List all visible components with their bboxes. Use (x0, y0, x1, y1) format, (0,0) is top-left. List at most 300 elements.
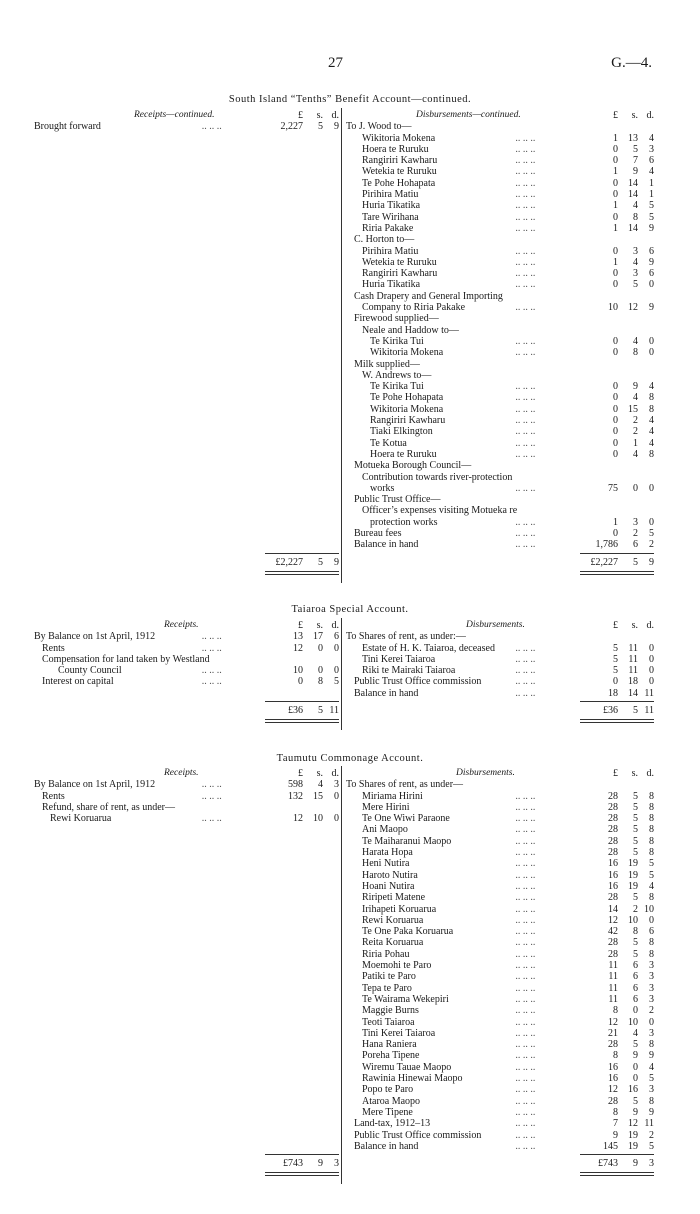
leader-dots: .. .. .. (515, 937, 536, 949)
total-row (582, 557, 654, 568)
amount-pence: 8 (649, 937, 654, 949)
total-shillings: 5 (318, 557, 323, 568)
amount-shillings: 11 (628, 653, 638, 665)
amount-pounds: 28 (608, 937, 618, 949)
ledger-row (346, 325, 654, 336)
amount-pounds: 0 (298, 676, 303, 688)
amount-pence: 5 (649, 1140, 654, 1152)
ledger-row (346, 268, 654, 279)
column-header (346, 768, 654, 779)
ledger-row (346, 449, 654, 460)
amount-pence: 5 (334, 676, 339, 688)
amount-pence: 8 (649, 1039, 654, 1051)
ledger-row (346, 1028, 654, 1039)
ledger-row (346, 234, 654, 245)
column-header (34, 110, 339, 121)
leader-dots: .. .. .. (515, 516, 536, 528)
amount-pounds: 28 (608, 824, 618, 836)
amount-pounds: 0 (613, 143, 618, 155)
amount-shillings: 12 (628, 1118, 638, 1130)
amount-pounds: £ (613, 768, 618, 779)
amount-pounds: 0 (613, 437, 618, 449)
amount-shillings: 4 (633, 448, 638, 460)
entry-label: protection works (370, 516, 438, 528)
amount-pence: 3 (649, 971, 654, 983)
amount-pence: 3 (334, 779, 339, 791)
entry-label: Mere Hirini (362, 801, 410, 813)
amount-shillings: 14 (628, 687, 638, 699)
ledger-row (346, 1118, 654, 1129)
leader-dots: .. .. .. (515, 143, 536, 155)
amount-pounds: 12 (293, 813, 303, 825)
ledger-row (346, 460, 654, 471)
entry-label: Moemohi te Paro (362, 960, 432, 972)
ledger-row (346, 133, 654, 144)
amount-shillings: 10 (313, 813, 323, 825)
leader-dots: .. .. .. (515, 1050, 536, 1062)
ledger-row (346, 960, 654, 971)
amount-shillings: 9 (633, 166, 638, 178)
total-pounds: £36 (603, 705, 618, 716)
ledger-row (346, 881, 654, 892)
entry-label: To Shares of rent, as under:— (346, 631, 466, 643)
column-heading: Disbursements. (466, 620, 525, 630)
leader-dots: .. .. .. (201, 642, 222, 654)
total-shillings: 5 (633, 557, 638, 568)
amount-pence: 4 (649, 426, 654, 438)
amount-pounds: 0 (613, 392, 618, 404)
ledger-row (346, 178, 654, 189)
total-pence: 11 (329, 705, 339, 716)
total-rule (265, 1154, 339, 1155)
amount-pounds: 28 (608, 813, 618, 825)
entry-label: Hoera te Ruruku (362, 143, 429, 155)
total-shillings: 9 (318, 1158, 323, 1169)
entry-label: Rawinia Hinewai Maopo (362, 1073, 463, 1085)
amount-shillings: 2 (633, 415, 638, 427)
amount-pence: 3 (649, 1084, 654, 1096)
amount-pounds: 28 (608, 948, 618, 960)
amount-shillings: 5 (633, 824, 638, 836)
amount-pence: 0 (334, 665, 339, 677)
ledger-row (34, 665, 339, 676)
ledger-row (346, 1073, 654, 1084)
amount-shillings: 5 (633, 937, 638, 949)
total-row (267, 705, 339, 716)
ledger-row (346, 212, 654, 223)
amount-pounds: 0 (613, 268, 618, 280)
leader-dots: .. .. .. (515, 155, 536, 167)
amount-pence: 10 (644, 903, 654, 915)
ledger-row (346, 359, 654, 370)
amount-shillings: 5 (633, 279, 638, 291)
total-pence: 3 (334, 1158, 339, 1169)
leader-dots: .. .. .. (515, 1061, 536, 1073)
ledger-row (346, 791, 654, 802)
leader-dots: .. .. .. (515, 279, 536, 291)
column-header (34, 620, 339, 631)
amount-shillings: 9 (633, 381, 638, 393)
amount-pounds: 1 (613, 200, 618, 212)
entry-label: Neale and Haddow to— (362, 324, 459, 336)
amount-shillings: 11 (628, 665, 638, 677)
ledger-row (346, 1141, 654, 1152)
disbursements-column-tenths (346, 110, 654, 568)
total-pounds: £2,227 (590, 557, 618, 568)
amount-pence: 11 (644, 1118, 654, 1130)
leader-dots: .. .. .. (515, 177, 536, 189)
amount-shillings: s. (316, 620, 323, 631)
amount-shillings: 0 (318, 665, 323, 677)
amount-shillings: 5 (633, 948, 638, 960)
leader-dots: .. .. .. (515, 1140, 536, 1152)
ledger-row (346, 836, 654, 847)
leader-dots: .. .. .. (515, 1027, 536, 1039)
amount-pounds: £ (298, 110, 303, 121)
amount-pence: 1 (649, 189, 654, 201)
amount-pounds: 0 (613, 279, 618, 291)
ledger-row (346, 494, 654, 505)
entry-label: Te One Paka Koruarua (362, 926, 454, 938)
ledger-row (346, 870, 654, 881)
amount-pounds: 0 (613, 527, 618, 539)
amount-pence: 0 (649, 516, 654, 528)
entry-label: Huria Tikatika (362, 200, 421, 212)
ledger-row (34, 654, 339, 665)
amount-pounds: 11 (608, 982, 618, 994)
amount-shillings: 3 (633, 268, 638, 280)
entry-label: works (370, 482, 395, 494)
column-header (34, 768, 339, 779)
leader-dots: .. .. .. (515, 801, 536, 813)
entry-label: Teoti Taiaroa (362, 1016, 415, 1028)
amount-pence: 9 (649, 256, 654, 268)
total-double-rule (265, 1172, 339, 1176)
amount-shillings: 19 (628, 1129, 638, 1141)
entry-label: Rents (42, 790, 65, 802)
amount-shillings: 5 (633, 892, 638, 904)
amount-pounds: 8 (613, 1005, 618, 1017)
amount-shillings: 10 (628, 914, 638, 926)
amount-shillings: 6 (633, 960, 638, 972)
total-pence: 11 (644, 705, 654, 716)
ledger-row (346, 915, 654, 926)
amount-shillings: 0 (633, 1073, 638, 1085)
amount-shillings: s. (316, 110, 323, 121)
amount-pence: 4 (649, 166, 654, 178)
entry-label: Milk supplied— (354, 358, 420, 370)
ledger-row (346, 892, 654, 903)
entry-label: Te Kirika Tui (370, 381, 424, 393)
amount-pence: d. (646, 768, 654, 779)
page-number: 27 (328, 55, 343, 71)
ledger-row (346, 257, 654, 268)
amount-pounds: 0 (613, 347, 618, 359)
entry-label: Pirihira Matiu (362, 189, 419, 201)
amount-shillings: 8 (633, 211, 638, 223)
amount-pounds: 21 (608, 1027, 618, 1039)
entry-label: By Balance on 1st April, 1912 (34, 631, 156, 643)
amount-pence: 0 (649, 653, 654, 665)
total-shillings: 5 (318, 705, 323, 716)
ledger-row (346, 1130, 654, 1141)
total-double-rule (580, 571, 654, 575)
amount-pounds: 0 (613, 155, 618, 167)
amount-pounds: 28 (608, 1039, 618, 1051)
amount-pence: 8 (649, 1095, 654, 1107)
entry-label: Rangiriri Kawharu (362, 155, 438, 167)
leader-dots: .. .. .. (515, 256, 536, 268)
amount-pounds: 1,786 (595, 539, 618, 551)
amount-pence: 5 (649, 1073, 654, 1085)
amount-pounds: 0 (613, 426, 618, 438)
entry-label: Te One Wiwi Paraone (362, 813, 450, 825)
amount-shillings: 0 (633, 1061, 638, 1073)
entry-label: Hoani Nutira (362, 880, 415, 892)
entry-label: Reita Koruarua (362, 937, 424, 949)
receipts-column-tenths (34, 110, 339, 568)
amount-pence: 3 (649, 960, 654, 972)
receipts-column-taiaroa (34, 620, 339, 716)
amount-shillings: 14 (628, 222, 638, 234)
amount-shillings: 5 (633, 813, 638, 825)
amount-pence: 6 (334, 631, 339, 643)
amount-pounds: 0 (613, 335, 618, 347)
leader-dots: .. .. .. (515, 914, 536, 926)
leader-dots: .. .. .. (515, 1073, 536, 1085)
amount-pence: 4 (649, 381, 654, 393)
amount-pence: 5 (649, 211, 654, 223)
ledger-row (346, 336, 654, 347)
ledger-row (346, 392, 654, 403)
amount-pence: 4 (649, 1061, 654, 1073)
amount-pence: 8 (649, 824, 654, 836)
amount-pence: 8 (649, 847, 654, 859)
column-divider (341, 108, 342, 583)
leader-dots: .. .. .. (201, 676, 222, 688)
amount-pounds: 1 (613, 222, 618, 234)
ledger-row (346, 223, 654, 234)
leader-dots: .. .. .. (515, 527, 536, 539)
ledger-row (346, 121, 654, 132)
amount-pence: 3 (649, 143, 654, 155)
ledger-row (346, 370, 654, 381)
ledger-row (346, 824, 654, 835)
total-row (267, 557, 339, 568)
ledger-row (346, 166, 654, 177)
amount-pounds: 28 (608, 835, 618, 847)
leader-dots: .. .. .. (515, 1016, 536, 1028)
amount-pence: 4 (649, 880, 654, 892)
ledger-row (346, 517, 654, 528)
amount-shillings: 4 (633, 335, 638, 347)
amount-pounds: 12 (608, 1084, 618, 1096)
ledger-row (346, 539, 654, 550)
ledger-row (346, 654, 654, 665)
entry-label: Balance in hand (354, 539, 419, 551)
amount-pence: 5 (649, 200, 654, 212)
column-heading: Receipts—continued. (134, 110, 215, 120)
total-pence: 9 (649, 557, 654, 568)
entry-label: Popo te Paro (362, 1084, 414, 1096)
leader-dots: .. .. .. (515, 869, 536, 881)
amount-pounds: 28 (608, 892, 618, 904)
ledger-row (34, 643, 339, 654)
ledger-row (346, 528, 654, 539)
section-title-taumutu: Taumutu Commonage Account. (276, 753, 424, 764)
ledger-row (346, 676, 654, 687)
leader-dots: .. .. .. (515, 268, 536, 280)
amount-shillings: 2 (633, 903, 638, 915)
leader-dots: .. .. .. (515, 1084, 536, 1096)
entry-label: Tini Kerei Taiaroa (362, 1027, 436, 1039)
column-heading: Receipts. (164, 620, 199, 630)
leader-dots: .. .. .. (515, 335, 536, 347)
amount-pence: 6 (649, 155, 654, 167)
amount-pence: 3 (649, 982, 654, 994)
leader-dots: .. .. .. (515, 687, 536, 699)
amount-shillings: 4 (633, 1027, 638, 1039)
ledger-row (346, 189, 654, 200)
amount-pence: 5 (649, 527, 654, 539)
entry-label: Tare Wirihana (362, 211, 419, 223)
disbursements-column-taiaroa (346, 620, 654, 716)
amount-pounds: £ (298, 620, 303, 631)
amount-pence: 9 (649, 1050, 654, 1062)
amount-pence: 0 (334, 790, 339, 802)
amount-shillings: 4 (633, 200, 638, 212)
amount-pence: 0 (649, 1016, 654, 1028)
ledger-row (346, 1084, 654, 1095)
amount-pounds: 0 (613, 245, 618, 257)
leader-dots: .. .. .. (515, 1039, 536, 1051)
ledger-row (346, 505, 654, 516)
amount-shillings: 16 (628, 1084, 638, 1096)
amount-pence: 0 (649, 279, 654, 291)
entry-label: By Balance on 1st April, 1912 (34, 779, 156, 791)
entry-label: C. Horton to— (354, 234, 415, 246)
amount-pence: 9 (649, 302, 654, 314)
amount-pence: 8 (649, 892, 654, 904)
amount-pence: d. (646, 620, 654, 631)
amount-pounds: 18 (608, 687, 618, 699)
amount-pounds: 11 (608, 960, 618, 972)
amount-shillings: 7 (633, 155, 638, 167)
ledger-row (346, 1062, 654, 1073)
amount-shillings: 19 (628, 1140, 638, 1152)
entry-label: Te Wairama Wekepiri (362, 993, 449, 1005)
receipts-column-taumutu (34, 768, 339, 1169)
leader-dots: .. .. .. (515, 642, 536, 654)
amount-pence: 2 (649, 1005, 654, 1017)
leader-dots: .. .. .. (515, 1118, 536, 1130)
amount-pence: 9 (649, 222, 654, 234)
amount-shillings: 5 (633, 143, 638, 155)
entry-label: Public Trust Office— (354, 494, 441, 506)
leader-dots: .. .. .. (515, 482, 536, 494)
leader-dots: .. .. .. (515, 222, 536, 234)
amount-pence: 2 (649, 1129, 654, 1141)
amount-pounds: 0 (613, 448, 618, 460)
amount-shillings: 12 (628, 302, 638, 314)
amount-pounds: 1 (613, 132, 618, 144)
amount-pounds: 5 (613, 665, 618, 677)
leader-dots: .. .. .. (515, 665, 536, 677)
total-double-rule (580, 1172, 654, 1176)
amount-pence: 3 (649, 1027, 654, 1039)
amount-pounds: 28 (608, 790, 618, 802)
leader-dots: .. .. .. (515, 880, 536, 892)
amount-pence: d. (331, 768, 339, 779)
amount-pence: d. (646, 110, 654, 121)
entry-label: Pirihira Matiu (362, 245, 419, 257)
leader-dots: .. .. .. (201, 790, 222, 802)
ledger-row (346, 1039, 654, 1050)
entry-label: Compensation for land taken by Westland (42, 653, 210, 665)
column-heading: Disbursements—continued. (416, 110, 521, 120)
ledger-row (346, 847, 654, 858)
entry-label: Te Maiharanui Maopo (362, 835, 452, 847)
amount-pounds: 7 (613, 1118, 618, 1130)
entry-label: Contribution towards river-protection (362, 471, 513, 483)
leader-dots: .. .. .. (515, 448, 536, 460)
amount-shillings: s. (631, 110, 638, 121)
leader-dots: .. .. .. (515, 1129, 536, 1141)
amount-shillings: 8 (318, 676, 323, 688)
amount-pence: 8 (649, 403, 654, 415)
amount-shillings: 0 (633, 482, 638, 494)
amount-shillings: 2 (633, 527, 638, 539)
leader-dots: .. .. .. (515, 847, 536, 859)
amount-pounds: 1 (613, 516, 618, 528)
amount-pence: 0 (334, 813, 339, 825)
amount-pounds: 0 (613, 211, 618, 223)
amount-pence: 8 (649, 790, 654, 802)
amount-pounds: 0 (613, 676, 618, 688)
total-shillings: 5 (633, 705, 638, 716)
amount-pence: d. (331, 620, 339, 631)
amount-pence: 0 (649, 665, 654, 677)
entry-label: Te Pohe Hohapata (362, 177, 436, 189)
entry-label: Rents (42, 642, 65, 654)
ledger-row (346, 1096, 654, 1107)
amount-pounds: 12 (608, 914, 618, 926)
amount-pounds: 0 (613, 381, 618, 393)
entry-label: Wikitoria Mokena (370, 347, 444, 359)
leader-dots: .. .. .. (515, 653, 536, 665)
ledger-row (346, 279, 654, 290)
column-header (346, 620, 654, 631)
ledger-row (346, 949, 654, 960)
ledger-row (34, 676, 339, 687)
total-pounds: £2,227 (275, 557, 303, 568)
amount-pence: 6 (649, 268, 654, 280)
ledger-row (346, 904, 654, 915)
ledger-row (34, 121, 339, 132)
ledger-row (346, 937, 654, 948)
total-rule (580, 553, 654, 554)
entry-label: Huria Tikatika (362, 279, 421, 291)
leader-dots: .. .. .. (201, 631, 222, 643)
entry-label: Tepa te Paro (362, 982, 412, 994)
amount-pounds: 0 (613, 189, 618, 201)
amount-pence: 4 (649, 437, 654, 449)
entry-label: Te Kirika Tui (370, 335, 424, 347)
entry-label: Rangiriri Kawharu (362, 268, 438, 280)
entry-label: Maggie Burns (362, 1005, 419, 1017)
total-pounds: £743 (283, 1158, 303, 1169)
amount-pounds: 9 (613, 1129, 618, 1141)
